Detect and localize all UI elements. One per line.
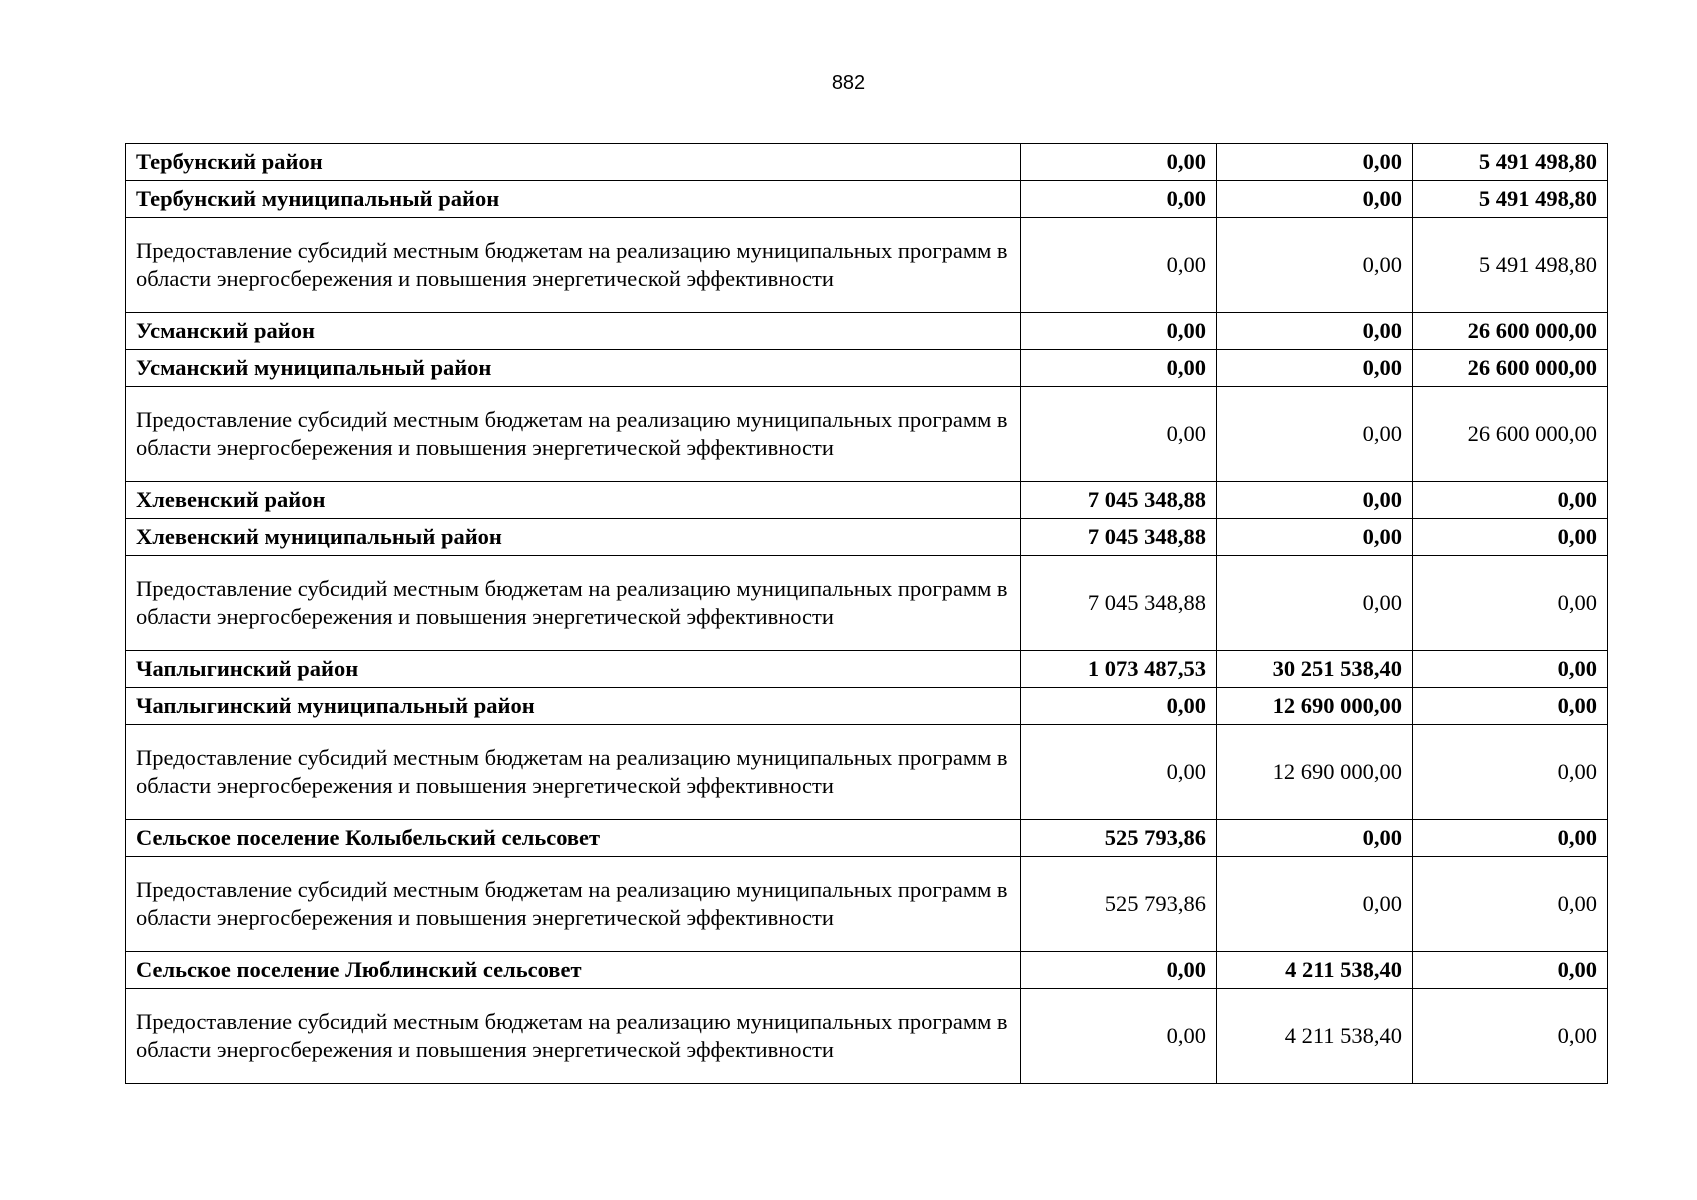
row-name: Хлевенский муниципальный район <box>126 519 1021 556</box>
row-value-2: 0,00 <box>1217 313 1413 350</box>
table-row <box>126 725 1608 820</box>
table-row <box>126 144 1608 181</box>
row-value-2: 0,00 <box>1217 482 1413 519</box>
row-name: Хлевенский район <box>126 482 1021 519</box>
row-value-2: 0,00 <box>1217 820 1413 857</box>
row-value-1: 7 045 348,88 <box>1021 482 1217 519</box>
row-value-3: 0,00 <box>1413 519 1608 556</box>
row-value-3: 0,00 <box>1413 651 1608 688</box>
row-value-3: 0,00 <box>1413 820 1608 857</box>
row-value-3: 5 491 498,80 <box>1413 144 1608 181</box>
row-value-2: 12 690 000,00 <box>1217 688 1413 725</box>
table-row <box>126 482 1608 519</box>
row-value-3: 0,00 <box>1413 482 1608 519</box>
row-value-2: 0,00 <box>1217 218 1413 313</box>
row-value-1: 0,00 <box>1021 181 1217 218</box>
table-row <box>126 218 1608 313</box>
row-name: Предоставление субсидий местным бюджетам на реализацию муниципальных программ в области энергосбережения и повышения энергетической эффективности <box>126 725 1021 820</box>
row-value-3: 5 491 498,80 <box>1413 218 1608 313</box>
row-value-3: 0,00 <box>1413 989 1608 1084</box>
row-value-3: 0,00 <box>1413 952 1608 989</box>
row-name: Предоставление субсидий местным бюджетам на реализацию муниципальных программ в области энергосбережения и повышения энергетической эффективности <box>126 387 1021 482</box>
table-row <box>126 651 1608 688</box>
row-value-2: 4 211 538,40 <box>1217 989 1413 1084</box>
row-value-1: 525 793,86 <box>1021 857 1217 952</box>
row-value-2: 12 690 000,00 <box>1217 725 1413 820</box>
row-value-3: 26 600 000,00 <box>1413 350 1608 387</box>
row-value-2: 0,00 <box>1217 144 1413 181</box>
row-value-2: 30 251 538,40 <box>1217 651 1413 688</box>
row-value-1: 0,00 <box>1021 989 1217 1084</box>
row-value-1: 7 045 348,88 <box>1021 556 1217 651</box>
row-value-1: 0,00 <box>1021 725 1217 820</box>
row-name: Предоставление субсидий местным бюджетам на реализацию муниципальных программ в области энергосбережения и повышения энергетической эффективности <box>126 989 1021 1084</box>
budget-table <box>125 143 1608 1084</box>
row-value-1: 0,00 <box>1021 144 1217 181</box>
row-value-1: 0,00 <box>1021 313 1217 350</box>
row-value-2: 4 211 538,40 <box>1217 952 1413 989</box>
row-value-3: 0,00 <box>1413 556 1608 651</box>
row-value-1: 7 045 348,88 <box>1021 519 1217 556</box>
row-value-2: 0,00 <box>1217 556 1413 651</box>
table-row <box>126 387 1608 482</box>
row-value-1: 0,00 <box>1021 350 1217 387</box>
row-name: Тербунский муниципальный район <box>126 181 1021 218</box>
row-name: Сельское поселение Люблинский сельсовет <box>126 952 1021 989</box>
table-row <box>126 857 1608 952</box>
row-value-3: 26 600 000,00 <box>1413 313 1608 350</box>
row-value-1: 0,00 <box>1021 218 1217 313</box>
row-value-1: 1 073 487,53 <box>1021 651 1217 688</box>
table-row <box>126 952 1608 989</box>
row-value-2: 0,00 <box>1217 181 1413 218</box>
row-name: Чаплыгинский район <box>126 651 1021 688</box>
row-value-1: 0,00 <box>1021 688 1217 725</box>
row-name: Усманский район <box>126 313 1021 350</box>
table-row <box>126 820 1608 857</box>
row-value-3: 0,00 <box>1413 688 1608 725</box>
row-value-2: 0,00 <box>1217 387 1413 482</box>
row-value-3: 0,00 <box>1413 857 1608 952</box>
row-name: Усманский муниципальный район <box>126 350 1021 387</box>
row-value-3: 0,00 <box>1413 725 1608 820</box>
row-value-2: 0,00 <box>1217 519 1413 556</box>
row-value-1: 0,00 <box>1021 387 1217 482</box>
table-row <box>126 350 1608 387</box>
row-value-1: 525 793,86 <box>1021 820 1217 857</box>
table-row <box>126 556 1608 651</box>
row-value-2: 0,00 <box>1217 350 1413 387</box>
row-name: Сельское поселение Колыбельский сельсовет <box>126 820 1021 857</box>
row-value-1: 0,00 <box>1021 952 1217 989</box>
page-number: 882 <box>831 72 866 94</box>
row-value-2: 0,00 <box>1217 857 1413 952</box>
row-name: Тербунский район <box>126 144 1021 181</box>
table-row <box>126 519 1608 556</box>
row-name: Предоставление субсидий местным бюджетам на реализацию муниципальных программ в области энергосбережения и повышения энергетической эффективности <box>126 556 1021 651</box>
row-value-3: 26 600 000,00 <box>1413 387 1608 482</box>
row-name: Чаплыгинский муниципальный район <box>126 688 1021 725</box>
table-row <box>126 313 1608 350</box>
table-row <box>126 181 1608 218</box>
row-value-3: 5 491 498,80 <box>1413 181 1608 218</box>
row-name: Предоставление субсидий местным бюджетам на реализацию муниципальных программ в области энергосбережения и повышения энергетической эффективности <box>126 857 1021 952</box>
table-row <box>126 688 1608 725</box>
table-row <box>126 989 1608 1084</box>
row-name: Предоставление субсидий местным бюджетам на реализацию муниципальных программ в области энергосбережения и повышения энергетической эффективности <box>126 218 1021 313</box>
